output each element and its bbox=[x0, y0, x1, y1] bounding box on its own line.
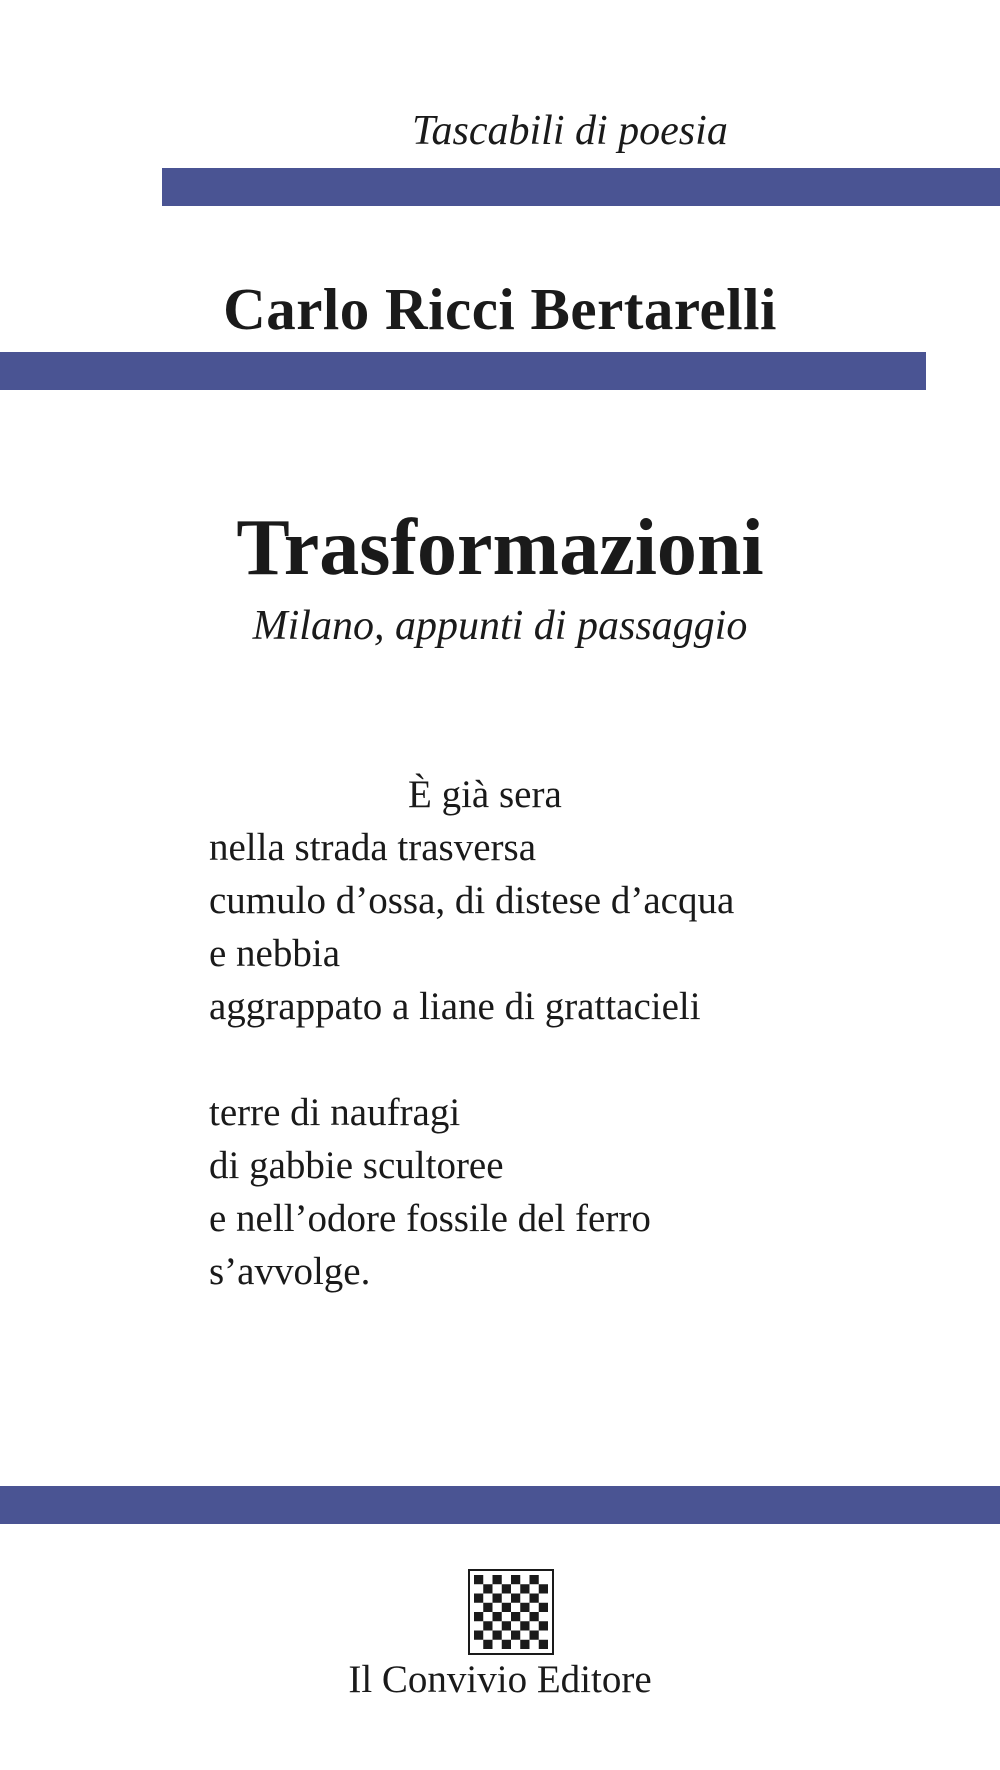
logo-square bbox=[530, 1594, 539, 1603]
logo-square bbox=[511, 1631, 520, 1640]
stanza-gap bbox=[209, 1033, 734, 1086]
logo-square bbox=[520, 1584, 529, 1593]
logo-square bbox=[502, 1603, 511, 1612]
logo-square bbox=[483, 1640, 492, 1649]
logo-square bbox=[493, 1612, 502, 1621]
logo-square bbox=[511, 1594, 520, 1603]
logo-square bbox=[520, 1640, 529, 1649]
logo-square bbox=[539, 1640, 548, 1649]
poem-line: e nebbia bbox=[209, 932, 341, 975]
logo-square bbox=[511, 1612, 520, 1621]
poem-line: È già sera bbox=[408, 773, 562, 816]
bottom-divider-bar bbox=[0, 1486, 1000, 1524]
checkerboard-logo-icon bbox=[468, 1569, 554, 1655]
logo-square bbox=[502, 1584, 511, 1593]
poem-line: terre di naufragi bbox=[209, 1091, 461, 1134]
poem-line: s’avvolge. bbox=[209, 1250, 371, 1293]
logo-square bbox=[493, 1575, 502, 1584]
checkerboard-logo-graphic bbox=[474, 1575, 548, 1649]
poem-line: aggrappato a liane di grattacieli bbox=[209, 985, 701, 1028]
logo-square bbox=[502, 1640, 511, 1649]
book-title: Trasformazioni bbox=[236, 504, 764, 592]
logo-square bbox=[539, 1584, 548, 1593]
logo-square bbox=[530, 1612, 539, 1621]
logo-square bbox=[530, 1631, 539, 1640]
logo-square bbox=[539, 1621, 548, 1630]
author-name: Carlo Ricci Bertarelli bbox=[223, 276, 777, 342]
poem-line: di gabbie scultoree bbox=[209, 1144, 504, 1187]
logo-square bbox=[474, 1612, 483, 1621]
author-divider-bar bbox=[0, 352, 926, 390]
logo-square bbox=[483, 1584, 492, 1593]
logo-square bbox=[483, 1621, 492, 1630]
logo-square bbox=[474, 1575, 483, 1584]
poem-line: nella strada trasversa bbox=[209, 826, 537, 869]
poem-line: e nell’odore fossile del ferro bbox=[209, 1197, 651, 1240]
book-subtitle: Milano, appunti di passaggio bbox=[252, 603, 748, 649]
logo-square bbox=[493, 1594, 502, 1603]
top-divider-bar bbox=[162, 168, 1000, 206]
publisher-name: Il Convivio Editore bbox=[348, 1658, 652, 1701]
logo-square bbox=[539, 1603, 548, 1612]
poem-stanza-1 bbox=[209, 768, 734, 1033]
poem-stanza-2 bbox=[209, 1086, 734, 1298]
logo-square bbox=[474, 1594, 483, 1603]
logo-square bbox=[474, 1631, 483, 1640]
logo-square bbox=[483, 1603, 492, 1612]
logo-square bbox=[530, 1575, 539, 1584]
logo-square bbox=[520, 1603, 529, 1612]
logo-square bbox=[502, 1621, 511, 1630]
poem-line: cumulo d’ossa, di distese d’acqua bbox=[209, 879, 735, 922]
logo-square bbox=[493, 1631, 502, 1640]
logo-square bbox=[511, 1575, 520, 1584]
series-title: Tascabili di poesia bbox=[412, 108, 728, 154]
logo-square bbox=[520, 1621, 529, 1630]
poem bbox=[209, 768, 734, 1298]
